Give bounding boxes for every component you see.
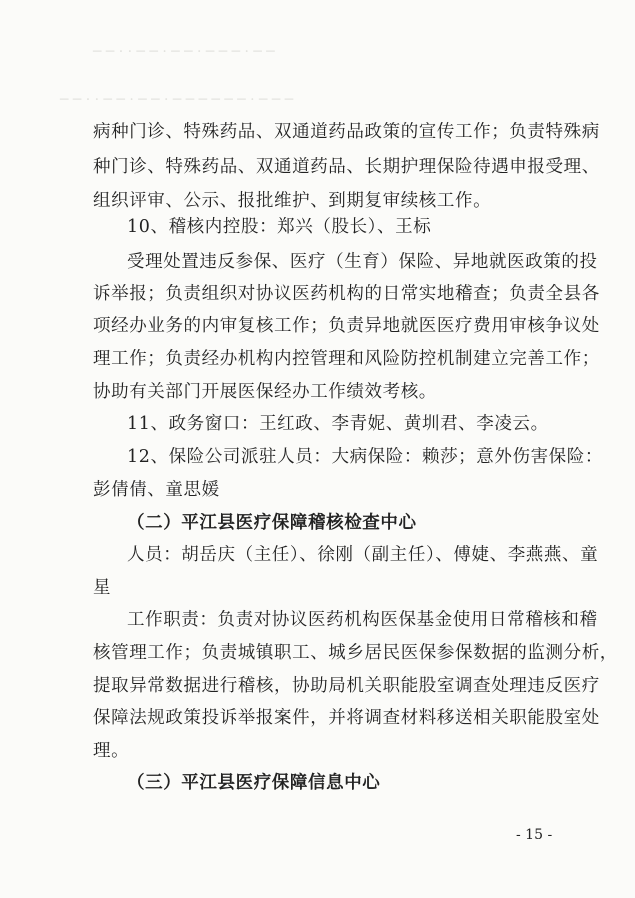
body-line: 协助有关部门开展医保经办工作绩效考核。 xyxy=(93,382,437,402)
body-line: 种门诊、特殊药品、双通道药品、长期护理保险待遇申报受理、 xyxy=(93,157,600,177)
body-line: 理工作；负责经办机构内控管理和风险防控机制建立完善工作； xyxy=(93,349,600,369)
section-item-10: 10、稽核内控股：郑兴（股长）、王标 xyxy=(127,217,432,237)
body-line: 组织评审、公示、报批维护、到期复审续核工作。 xyxy=(93,191,492,211)
body-line: 受理处置违反参保、医疗（生育）保险、异地就医政策的投 xyxy=(127,252,598,272)
body-line: 彭倩倩、童思媛 xyxy=(93,480,220,500)
body-line: 人员：胡岳庆（主任）、徐刚（副主任）、傅婕、李燕燕、童 xyxy=(127,545,599,565)
body-line: 保障法规政策投诉举报案件，并将调查材料移送相关职能股室处 xyxy=(93,708,600,728)
section-item-11: 11、政务窗口：王红政、李青妮、黄圳君、李凌云。 xyxy=(127,414,549,434)
page-number: - 15 - xyxy=(516,827,553,843)
bleed-through-text: ─ ─ · · ─ ─ · ─ ─ · ─ ─ ─ ─ ─ ─ · ─ ─ ─ xyxy=(60,92,294,108)
body-line: 诉举报；负责组织对协议医药机构的日常实地稽查；负责全县各 xyxy=(93,284,600,304)
section-item-12: 12、保险公司派驻人员：大病保险：赖莎；意外伤害保险： xyxy=(127,447,603,467)
body-line: 工作职责：负责对协议医药机构医保基金使用日常稽核和稽 xyxy=(127,610,598,630)
section-heading-3: （三）平江县医疗保障信息中心 xyxy=(127,773,381,793)
body-line: 核管理工作；负责城镇职工、城乡居民医保参保数据的监测分析， xyxy=(93,643,618,663)
body-line: 项经办业务的内审复核工作；负责异地就医医疗费用审核争议处 xyxy=(93,316,600,336)
bleed-through-text: ─ ─ · · ─ ─ · ─ ─ · ─ ─ ─ · ─ ─ xyxy=(93,44,275,60)
section-heading-2: （二）平江县医疗保障稽核检查中心 xyxy=(127,513,417,533)
body-line: 理。 xyxy=(93,741,130,761)
body-line: 星 xyxy=(93,578,112,598)
body-line: 提取异常数据进行稽核，协助局机关职能股室调查处理违反医疗 xyxy=(93,676,600,696)
body-line: 病种门诊、特殊药品、双通道药品政策的宣传工作；负责特殊病 xyxy=(93,122,600,142)
